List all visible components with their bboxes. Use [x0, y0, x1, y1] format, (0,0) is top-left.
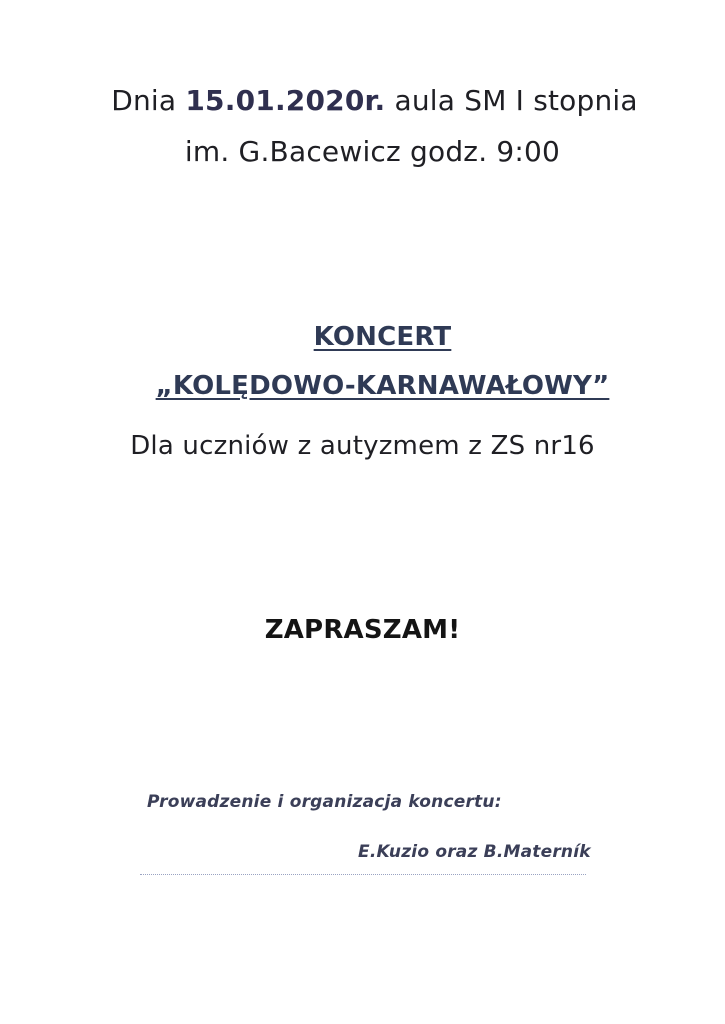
place-time-line: im. G.Bacewicz godz. 9:00 [184, 135, 561, 168]
event-date: 15.01.2020r. [185, 84, 386, 117]
organizers-names: E.Kuzio oraz B.Materník [358, 842, 591, 862]
audience-line: Dla uczniów z autyzmem z ZS nr16 [130, 431, 595, 461]
organizers-label: Prowadzenie i organizacja koncertu: [147, 792, 502, 812]
venue-text: aula SM I stopnia [385, 84, 638, 117]
signature-divider [140, 874, 586, 875]
date-prefix: Dnia [111, 84, 186, 117]
concert-title: KONCERT [313, 322, 452, 352]
date-line [0, 84, 725, 117]
concert-subtitle: „KOLĘDOWO-KARNAWAŁOWY” [155, 371, 610, 401]
invitation-heading: ZAPRASZAM! [264, 615, 461, 645]
